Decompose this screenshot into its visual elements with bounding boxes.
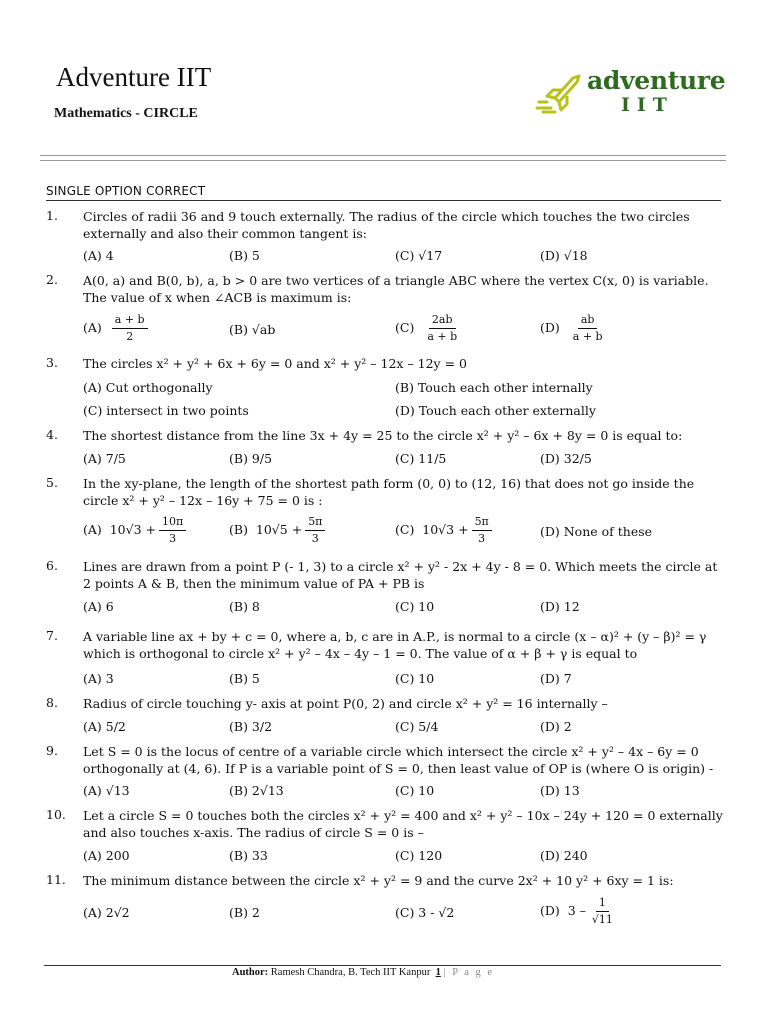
option-b: (B) Touch each other internally (395, 380, 593, 395)
header-divider (40, 155, 726, 161)
option-b: (B) 3/2 (229, 719, 273, 734)
fraction (424, 313, 460, 344)
option-a: (A) 6 (83, 599, 114, 614)
option-d (540, 313, 606, 344)
option-label: (C) (395, 320, 415, 335)
option-lead: 10√3 + (109, 522, 157, 537)
option-c: (C) 5/4 (395, 719, 439, 734)
option-c: (C) 10 (395, 671, 435, 686)
question-text: The minimum distance between the circle x² + y² = 9 and the curve 2x² + 10 y² + 6xy = 1 is: (83, 873, 674, 888)
logo-wordmark-iit: IIT (621, 94, 674, 116)
question-text: In the xy-plane, the length of the shortest path form (0, 0) to (12, 16) that does not go inside the circle x² + y² – 12x – 16y + 75 = 0 is : (83, 476, 695, 508)
option-a: (A) 3 (83, 671, 114, 686)
option-c: (C) intersect in two points (83, 403, 249, 418)
option-a (83, 313, 148, 344)
author-label: Author: (232, 967, 269, 978)
option-c: (C) 3 - √2 (395, 905, 455, 920)
denominator: √11 (591, 913, 613, 926)
option-c: (C) 10 (395, 599, 435, 614)
fraction (159, 515, 186, 546)
question-number: 4. (46, 427, 58, 442)
option-lead: 10√3 + (422, 522, 469, 537)
brand-title: Adventure IIT (56, 62, 212, 92)
option-b: (B) 8 (229, 599, 260, 614)
option-a: (A) Cut orthogonally (83, 380, 213, 395)
option-d: (D) √18 (540, 248, 588, 263)
option-b: (B) 33 (229, 848, 268, 863)
fraction (305, 515, 325, 546)
question-number: 8. (46, 695, 58, 710)
option-a: (A) 2√2 (83, 905, 130, 920)
option-label: (B) (229, 522, 248, 537)
option-d: (D) 32/5 (540, 451, 592, 466)
question-text: Radius of circle touching y- axis at point P(0, 2) and circle x² + y² = 16 internally – (83, 696, 608, 711)
question-number: 5. (46, 475, 58, 490)
question-number: 6. (46, 558, 58, 573)
question-number: 2. (46, 272, 58, 287)
denominator: 3 (169, 532, 177, 545)
option-d: (D) 7 (540, 671, 572, 686)
option-d: (D) 240 (540, 848, 588, 863)
question-text: The shortest distance from the line 3x + 4y = 25 to the circle x² + y² – 6x + 8y = 0 is equal to: (83, 428, 683, 443)
denominator: a + b (427, 330, 458, 343)
option-lead: 3 – (567, 903, 586, 918)
denominator: 3 (478, 532, 486, 545)
option-b (229, 515, 325, 546)
question-number: 9. (46, 743, 58, 758)
numerator: a + b (112, 313, 148, 329)
denominator: 3 (311, 532, 319, 545)
option-label: (C) (395, 522, 415, 537)
option-d: (D) 12 (540, 599, 580, 614)
numerator: 1 (596, 896, 609, 912)
option-a: (A) √13 (83, 783, 130, 798)
option-d: (D) Touch each other externally (395, 403, 596, 418)
question-number: 7. (46, 628, 58, 643)
option-a: (A) 4 (83, 248, 114, 263)
footer (232, 967, 494, 978)
option-b: (B) 9/5 (229, 451, 273, 466)
fraction (570, 313, 606, 344)
question-number: 1. (46, 208, 58, 223)
section-divider (46, 200, 721, 201)
rocket-icon (533, 72, 585, 114)
option-a: (A) 5/2 (83, 719, 126, 734)
denominator: a + b (572, 330, 603, 343)
option-b: (B) 5 (229, 671, 260, 686)
option-b: (B) 5 (229, 248, 260, 263)
denominator: 2 (126, 330, 134, 343)
option-c: (C) 120 (395, 848, 443, 863)
question-text: Let S = 0 is the locus of centre of a variable circle which intersect the circle x² + y² – 4x – 6y = 0 orthogonally at (4, 6). If P is a variable point of S = 0, then least value of OP is (where O is origin) - (83, 744, 714, 776)
option-d (540, 896, 616, 927)
question-number: 3. (46, 355, 58, 370)
fraction (589, 896, 616, 927)
option-b: (B) 2 (229, 905, 260, 920)
fraction (112, 313, 148, 344)
option-a: (A) 200 (83, 848, 130, 863)
document-subject: Mathematics - CIRCLE (54, 106, 198, 121)
option-c (395, 313, 460, 344)
question-text: A variable line ax + by + c = 0, where a, b, c are in A.P., is normal to a circle (x – α)² + (y – β)² = γ which is orthogonal to circle x² + y² – 4x – 4y – 1 = 0. The value of α + β + γ is equal to (83, 629, 707, 661)
option-c: (C) √17 (395, 248, 443, 263)
logo-wordmark: adventure (587, 66, 726, 95)
numerator: 2ab (429, 313, 456, 329)
question-text: Let a circle S = 0 touches both the circles x² + y² = 400 and x² + y² – 10x – 24y + 120 = 0 externally and also touches x-axis. The radius of circle S = 0 is – (83, 808, 723, 840)
option-a: (A) 7/5 (83, 451, 126, 466)
option-c (395, 515, 492, 546)
question-text: Circles of radii 36 and 9 touch externally. The radius of the circle which touches the two circles externally and also their common tangent is: (83, 209, 690, 241)
option-c: (C) 10 (395, 783, 435, 798)
footer-divider (44, 965, 721, 966)
option-a (83, 515, 186, 546)
numerator: 5π (472, 515, 492, 531)
option-d: (D) None of these (540, 524, 653, 539)
question-text: The circles x² + y² + 6x + 6y = 0 and x² + y² – 12x – 12y = 0 (83, 356, 467, 371)
question-number: 10. (46, 807, 66, 822)
numerator: 10π (159, 515, 186, 531)
author-name: Ramesh Chandra, B. Tech IIT Kanpur (270, 967, 431, 978)
section-heading: SINGLE OPTION CORRECT (46, 184, 206, 198)
page-number: 1 (435, 967, 441, 978)
fraction (472, 515, 492, 546)
option-c: (C) 11/5 (395, 451, 447, 466)
option-b: (B) √ab (229, 322, 276, 337)
page-label: | P a g e (443, 967, 495, 978)
question-number: 11. (46, 872, 66, 887)
option-d: (D) 2 (540, 719, 572, 734)
question-text: Lines are drawn from a point P (- 1, 3) to a circle x² + y² - 2x + 4y - 8 = 0. Which meets the circle at 2 points A & B, then the minimum value of PA + PB is (83, 559, 718, 591)
numerator: 5π (305, 515, 325, 531)
option-label: (A) (83, 522, 102, 537)
option-b: (B) 2√13 (229, 783, 284, 798)
option-label: (D) (540, 903, 560, 918)
adventure-iit-logo (533, 66, 726, 116)
option-lead: 10√5 + (255, 522, 303, 537)
question-text: A(0, a) and B(0, b), a, b > 0 are two vertices of a triangle ABC where the vertex C(x, 0) is variable. The value of x when ∠ACB is maximum is: (83, 273, 709, 305)
numerator: ab (578, 313, 598, 329)
option-label: (A) (83, 320, 102, 335)
option-d: (D) 13 (540, 783, 580, 798)
option-label: (D) (540, 320, 560, 335)
